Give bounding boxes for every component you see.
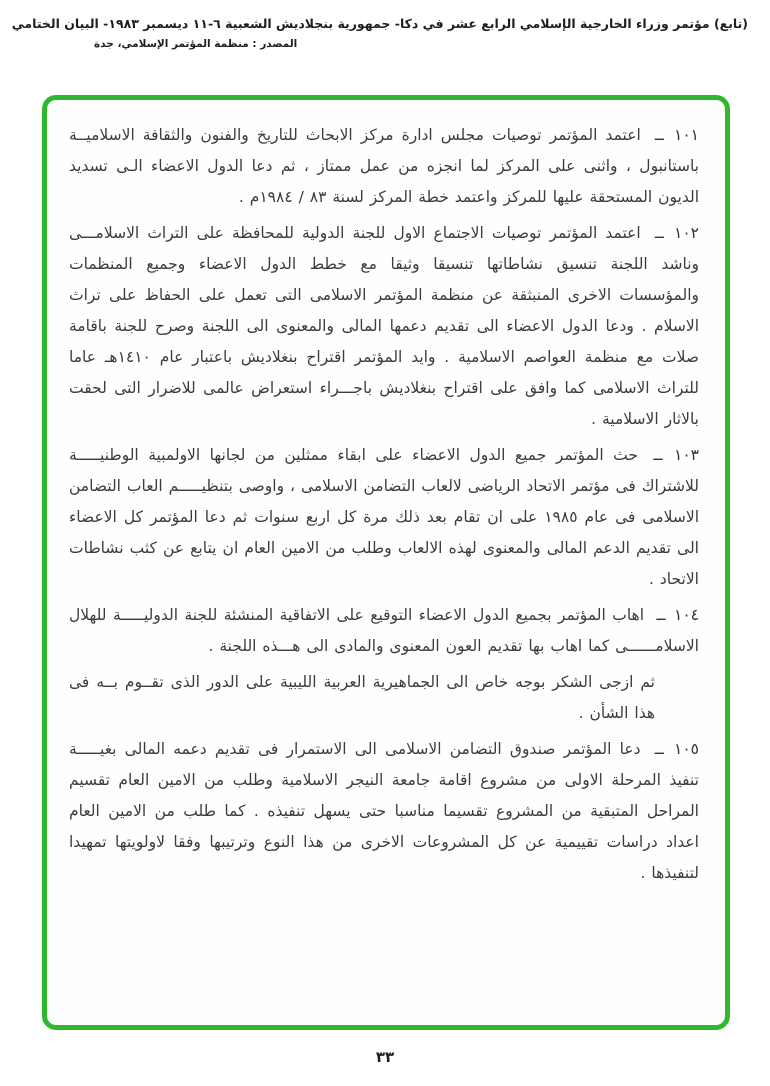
document-source: المصدر : منظمة المؤتمر الإسلامي، جدة	[94, 38, 298, 50]
paragraph-text: اعتمد المؤتمر توصيات مجلس ادارة مركز الابحاث للتاريخ والفنون والثقافة الاسلاميــة باستانبول ، واثنى على المركز لما انجزه من عمل ممتاز ، ثم دعا الدول الاعضاء الـى تسديد الديون المستحقة عليها للمركز واعتمد خطة المركز لسنة ٨٣ / ١٩٨٤م .	[69, 126, 699, 206]
paragraph-103	[69, 440, 699, 595]
paragraph-text: دعا المؤتمر صندوق التضامن الاسلامى الى الاستمرار فى تقديم دعمه المالى بغيـــــة تنفيذ المرحلة الاولى من مشروع اقامة جامعة النيجر الاسلامية وطلب من الامين العام تقسيم المراحل المتبقية من المشروع تقسيما مناسبا حتى يسهل تنفيذه . كما طلب من الامين العام اعداد دراسات تقييمية عن كل المشروعات الاخرى من هذا النوع وترتيبها وفقا لاولويتها تمهيدا لتنفيذها .	[69, 740, 699, 882]
paragraph-101	[69, 120, 699, 213]
paragraph-number: ١٠٣	[674, 446, 699, 464]
document-header	[11, 16, 748, 50]
paragraph-number: ١٠٤	[674, 606, 699, 624]
paragraph-number: ١٠٥	[674, 740, 699, 758]
paragraph-102	[69, 218, 699, 435]
paragraph-thanks	[69, 667, 699, 729]
paragraph-text: حث المؤتمر جميع الدول الاعضاء على ابقاء ممثلين من لجانها الاولمبية الوطنيـــــة للاشتراك فى مؤتمر الاتحاد الرياضى لالعاب التضامن الاسلامى ، واوصى بتنظيـــــم العاب التضامن الاسلامى فى عام ١٩٨٥ على ان تقام بعد ذلك مرة كل اربع سنوات ثم دعا المؤتمر كل الاعضاء الى تقديم الدعم المالى والمعنوى لهذه الالعاب وطلب من الامين العام ان يتابع عن كثب نشاطات الاتحاد .	[69, 446, 699, 588]
paragraph-105	[69, 734, 699, 889]
paragraph-text: ثم ازجى الشكر بوجه خاص الى الجماهيرية العربية الليبية على الدور الذى تقــوم بــه فى هذا الشأن .	[69, 673, 655, 722]
paragraph-number: ١٠٢	[674, 224, 699, 242]
page-number: ٣٣	[375, 1048, 395, 1066]
paragraph-text: اعتمد المؤتمر توصيات الاجتماع الاول للجنة الدولية للمحافظة على التراث الاسلامـــى وناشد اللجنة تنسيق نشاطاتها تنسيقا وثيقا مع خطط الدول الاعضاء وجميع المنظمات والمؤسسات الاخرى المنبثقة عن منظمة المؤتمر الاسلامى التى تعمل على الحفاظ على تراث الاسلام . ودعا الدول الاعضاء الى تقديم دعمها المالى والمعنوى الى اللجنة وصرح للجنة باقامة صلات مع منظمة العواصم الاسلامية . وايد المؤتمر اقتراح بنغلاديش باعتبار عام ١٤١٠هـ عاما للتراث الاسلامى كما وافق على اقتراح بنغلاديش باجـــراء استعراض عالمى للاضرار التى لحقت بالاثار الاسلامية .	[69, 224, 699, 428]
paragraph-dash: ــ	[654, 224, 664, 242]
document-title: (تابع) مؤتمر وزراء الخارجية الإسلامي الرابع عشر في دكا- جمهورية بنجلاديش الشعبية ٦-١١ ديسمبر ١٩٨٣- البيان الختامي	[11, 16, 748, 31]
paragraph-dash: ــ	[653, 446, 663, 464]
paragraph-dash: ــ	[654, 740, 664, 758]
paragraph-104	[69, 600, 699, 662]
paragraph-dash: ــ	[654, 126, 664, 144]
paragraph-number: ١٠١	[674, 126, 699, 144]
paragraph-dash: ــ	[656, 606, 666, 624]
paragraph-text: اهاب المؤتمر بجميع الدول الاعضاء التوقيع على الاتفاقية المنشئة للجنة الدوليـــــة للهلال الاسلامــــــى كما اهاب بها تقديم العون المعنوى والمادى الى هـــذه اللجنة .	[69, 606, 699, 655]
green-border-frame	[42, 95, 730, 1030]
